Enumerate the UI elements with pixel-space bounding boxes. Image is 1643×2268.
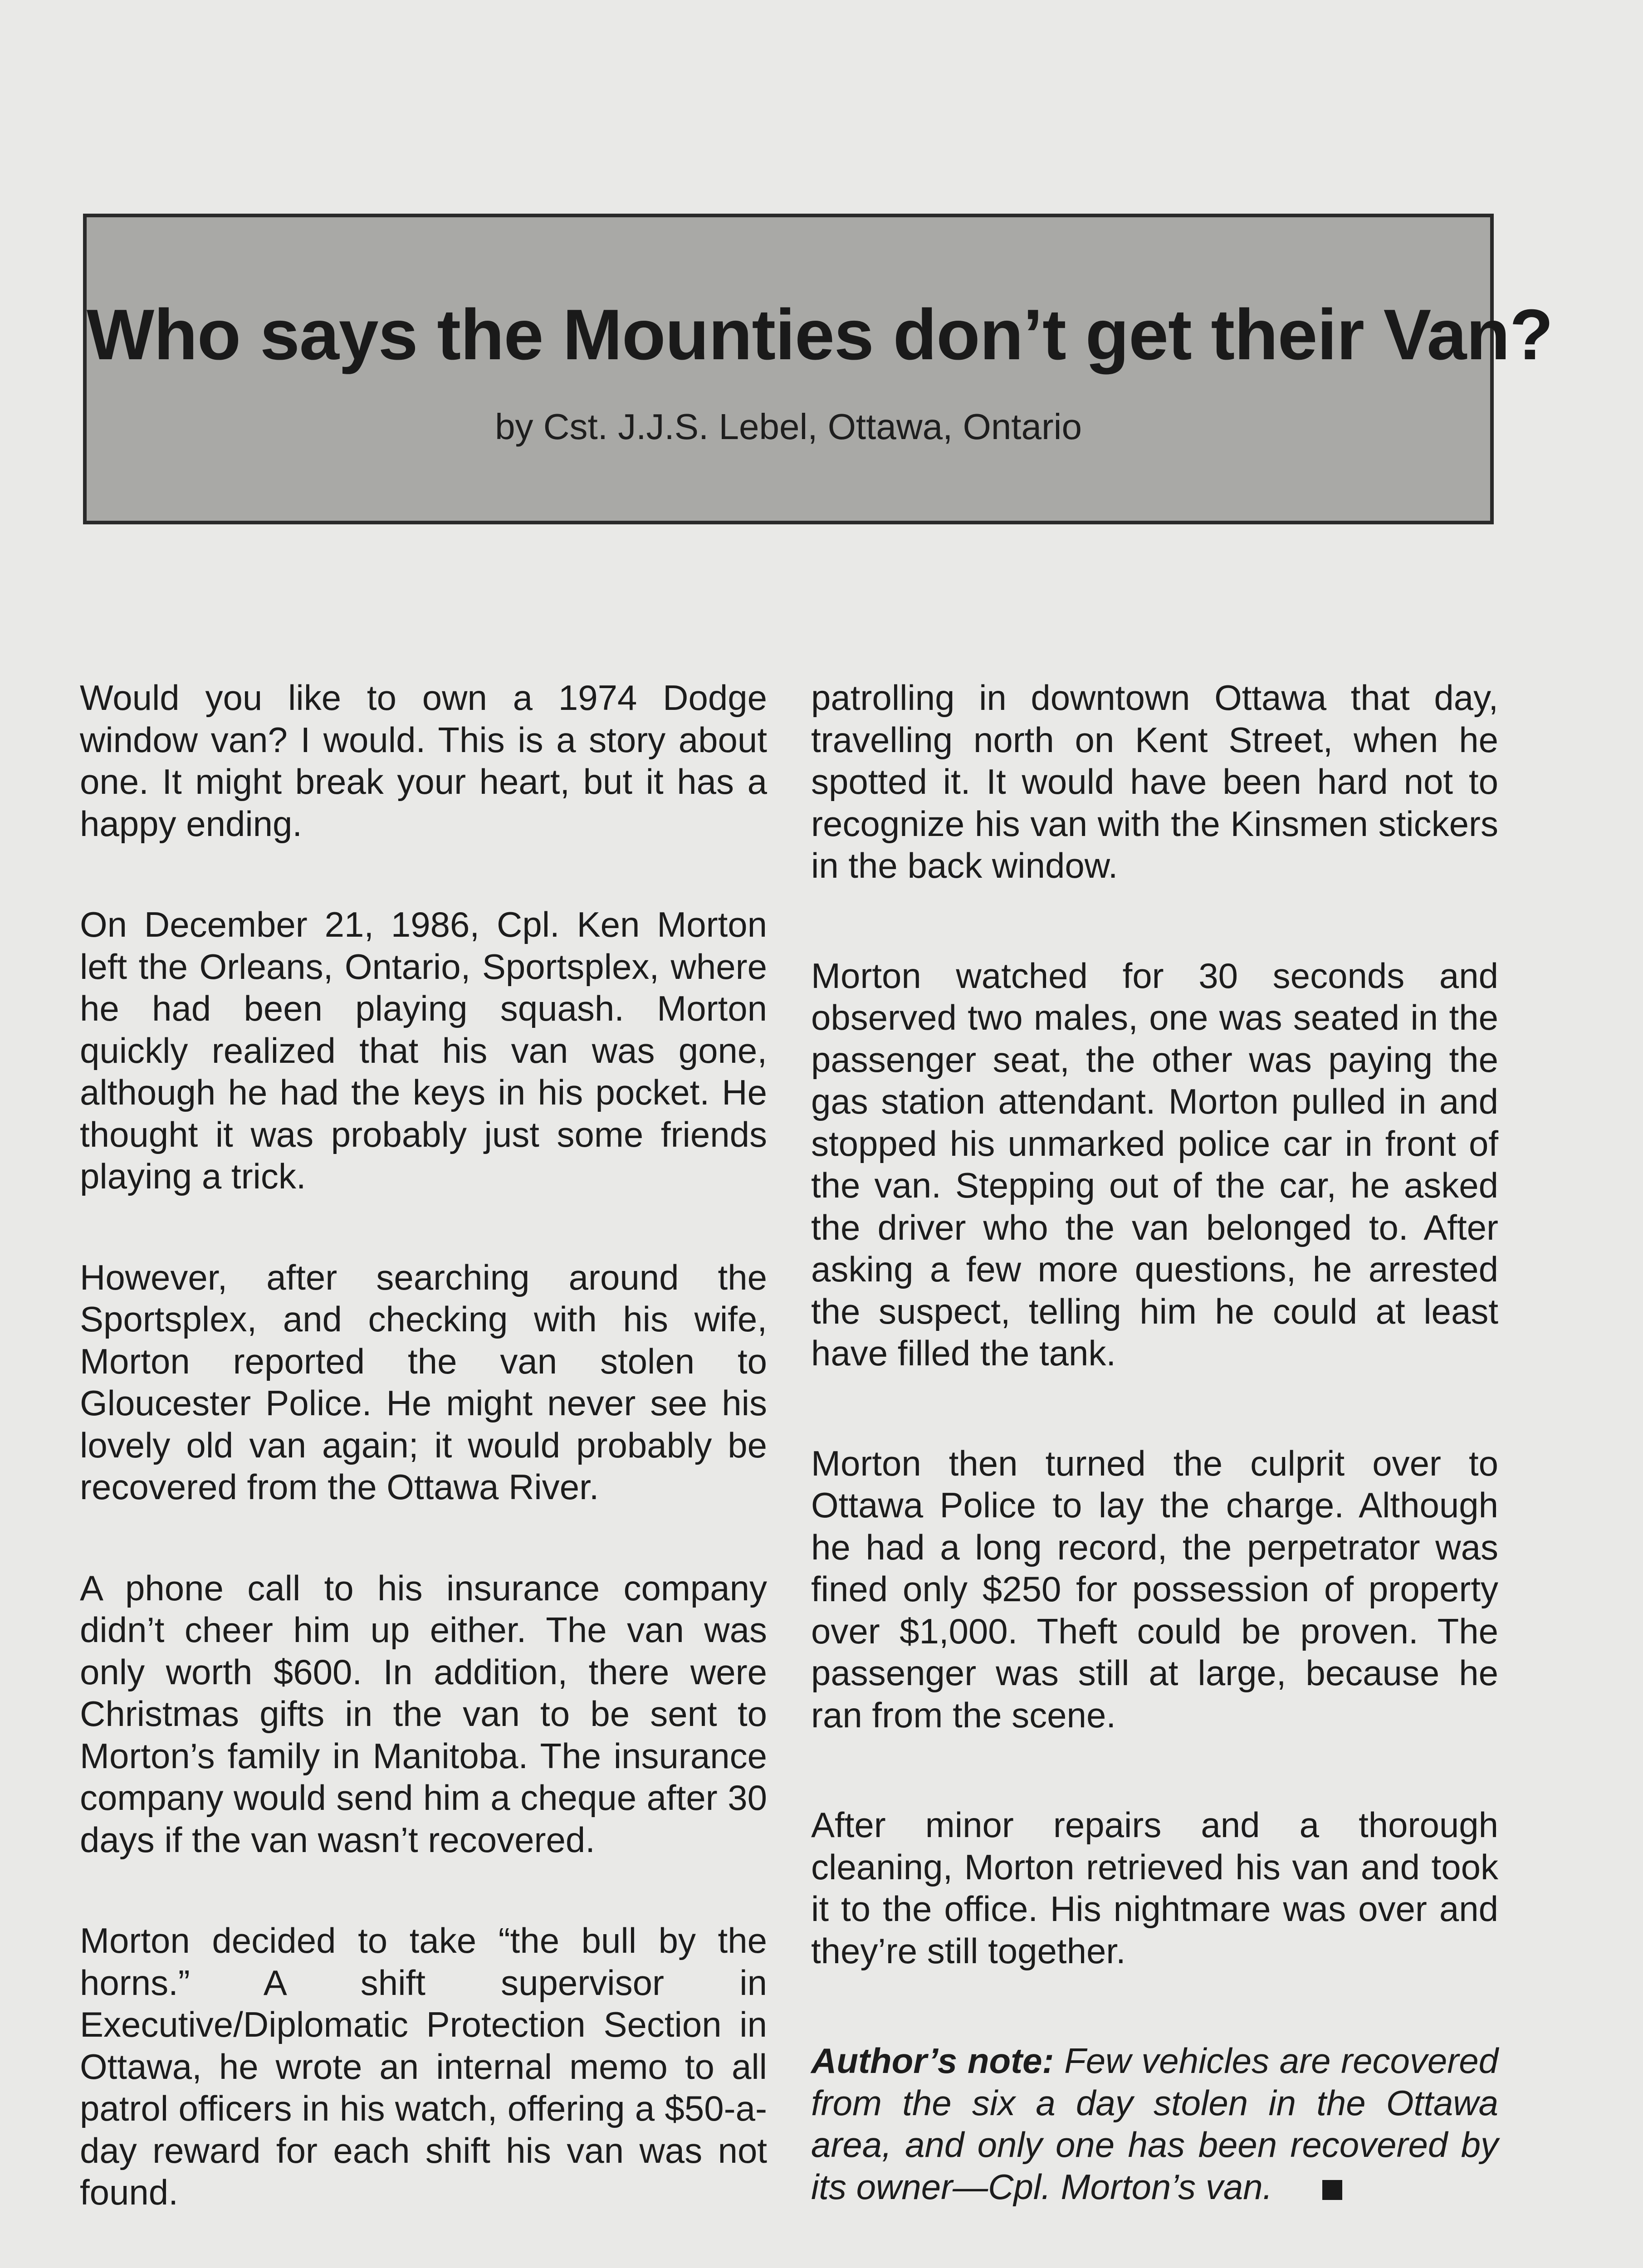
paragraph: Morton then turned the culprit over to Ottawa Police to lay the charge. Although he had a long record, the perpetrator was fined only $250 for possession of property over $1,000. Theft could be proven. The passenger was still at large, because he ran from the scene.	[811, 1443, 1498, 1735]
article-byline: by Cst. J.J.S. Lebel, Ottawa, Ontario	[495, 406, 1082, 447]
author-note	[811, 2040, 1498, 2208]
title-box	[83, 214, 1553, 524]
article-title: Who says the Mounties don’t get their Van?	[87, 295, 1553, 375]
paragraph: patrolling in downtown Ottawa that day, travelling north on Kent Street, when he spotted it. It would have been hard not to recognize his van with the Kinsmen stickers in the back window.	[811, 678, 1498, 885]
paragraph: A phone call to his insurance company didn’t cheer him up either. The van was only worth $600. In addition, there were Christmas gifts in the van to be sent to Morton’s family in Manitoba. The insurance company would send him a cheque after 30 days if the van wasn’t recovered.	[80, 1568, 767, 1860]
paragraph: On December 21, 1986, Cpl. Ken Morton left the Orleans, Ontario, Sportsplex, where he had been playing squash. Morton quickly realized that his van was gone, although he had the keys in his pocket. He thought it was probably just some friends playing a trick.	[80, 904, 767, 1196]
paragraph: Morton watched for 30 seconds and observed two males, one was seated in the passenger seat, the other was paying the gas station attendant. Morton pulled in and stopped his unmarked police car in front of the van. Stepping out of the car, he asked the driver who the van belonged to. After asking a few more questions, he arrested the suspect, telling him he could at least have filled the tank.	[811, 955, 1498, 1373]
paragraph: However, after searching around the Sportsplex, and checking with his wife, Morton reported the van stolen to Gloucester Police. He might never see his lovely old van again; it would probably be recovered from the Ottawa River.	[80, 1257, 767, 1507]
author-note-text: Few vehicles are recovered from the six a day stolen in the Ottawa area, and only one has been recovered by its owner—Cpl. Morton’s van.	[811, 2041, 1498, 2207]
right-column	[811, 677, 1498, 2268]
paragraph: Would you like to own a 1974 Dodge window van? I would. This is a story about one. It might break your heart, but it has a happy ending.	[80, 678, 767, 844]
left-column	[80, 677, 767, 2268]
paragraph: After minor repairs and a thorough cleaning, Morton retrieved his van and took it to the office. His nightmare was over and they’re still together.	[811, 1805, 1498, 1971]
author-note-label: Author’s note:	[811, 2041, 1054, 2081]
paragraph: Morton decided to take “the bull by the horns.” A shift supervisor in Executive/Diplomatic Protection Section in Ottawa, he wrote an internal memo to all patrol officers in his watch, offering a $50-a-day reward for each shift his van was not found.	[80, 1921, 767, 2212]
end-of-article-square-icon	[1322, 2180, 1342, 2200]
